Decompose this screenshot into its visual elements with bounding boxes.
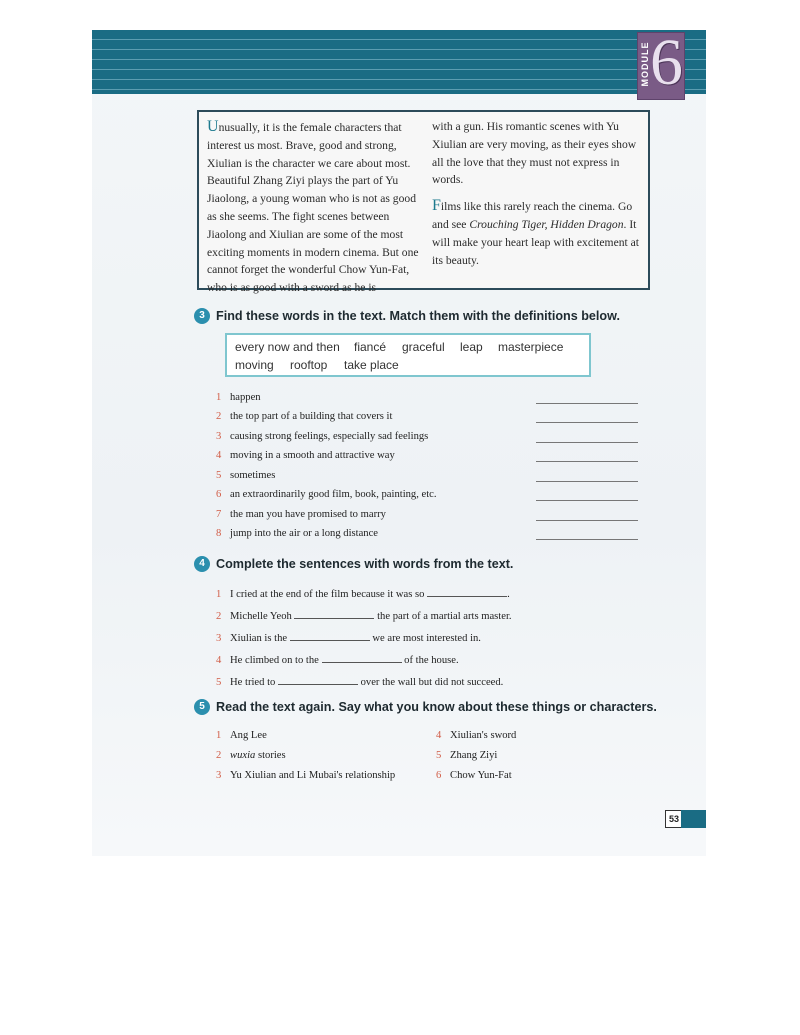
word-bank-item: take place xyxy=(344,358,399,372)
topic-item: 6 Chow Yun-Fat xyxy=(436,770,512,781)
answer-blank[interactable] xyxy=(536,539,638,540)
topic-item: 3 Yu Xiulian and Li Mubai's relationship xyxy=(216,770,396,781)
definition-row: 3 causing strong feelings, especially sad feelings xyxy=(216,431,429,442)
reading-column-right: with a gun. His romantic scenes with Yu Xiulian are very moving, as their eyes show all the love that they must not express in words. Films like this rarely reach the cinema. Go and see Crouching Tiger, Hidden Dragon. It will make your heart leap with excitement at its beauty. xyxy=(432,118,645,269)
exercise-instruction: Find these words in the text. Match them with the definitions below. xyxy=(216,309,620,323)
film-title: Crouching Tiger, Hidden Dragon xyxy=(469,217,624,231)
answer-blank[interactable] xyxy=(536,520,638,521)
exercise-instruction: Read the text again. Say what you know about these things or characters. xyxy=(216,700,657,714)
paragraph-text: nusually, it is the female characters that interest us most. Brave, good and strong, Xiulian is the character we care about most. Beautiful Zhang Ziyi plays the part of Yu Jiaolong, a young woman who is not as good as she seems. The fight scenes between Jiaolong and Xiulian are some of the most exciting moments in modern cinema. But one cannot forget the wonderful Chow Yun-Fat, who is as good with a sword as he is xyxy=(207,121,419,295)
word-bank-item: moving xyxy=(235,358,274,372)
reading-passage xyxy=(197,110,650,295)
exercise-number-badge: 4 xyxy=(194,556,210,572)
answer-blank[interactable] xyxy=(536,461,638,462)
answer-blank[interactable] xyxy=(536,422,638,423)
word-bank-item: leap xyxy=(460,340,483,354)
module-label: MODULE xyxy=(640,41,650,87)
sentence-row: 2 Michelle Yeoh the part of a martial arts master. xyxy=(216,611,512,622)
topic-item: 1 Ang Lee xyxy=(216,730,267,741)
sentence-row: 5 He tried to over the wall but did not succeed. xyxy=(216,677,504,688)
sentence-blank[interactable] xyxy=(427,587,507,597)
header-banner xyxy=(92,30,706,94)
sentence-blank[interactable] xyxy=(294,609,374,619)
definition-row: 8 jump into the air or a long distance xyxy=(216,528,378,539)
word-bank-item: fiancé xyxy=(354,340,387,354)
topic-item: 2 wuxia stories xyxy=(216,750,286,761)
definition-row: 6 an extraordinarily good film, book, painting, etc. xyxy=(216,489,437,500)
sentence-blank[interactable] xyxy=(290,631,370,641)
sentence-row: 3 Xiulian is the we are most interested in. xyxy=(216,633,481,644)
drop-cap: F xyxy=(432,197,441,215)
word-bank xyxy=(225,333,591,377)
reading-column-left xyxy=(207,118,420,297)
page-number-bar xyxy=(681,810,706,828)
answer-blank[interactable] xyxy=(536,403,638,404)
drop-cap: U xyxy=(207,118,219,135)
paragraph-text: with a gun. His romantic scenes with Yu Xiulian are very moving, as their eyes show all the love that they must not express in words. xyxy=(432,120,637,187)
definition-row: 1 happen xyxy=(216,392,261,403)
exercise-instruction: Complete the sentences with words from the text. xyxy=(216,557,514,571)
topic-item: 5 Zhang Ziyi xyxy=(436,750,498,761)
exercise-number-badge: 3 xyxy=(194,308,210,324)
sentence-row: 1 I cried at the end of the film because it was so . xyxy=(216,589,510,600)
sentence-blank[interactable] xyxy=(278,675,358,685)
definition-row: 5 sometimes xyxy=(216,470,276,481)
word-bank-item: masterpiece xyxy=(498,340,564,354)
definition-row: 7 the man you have promised to marry xyxy=(216,509,386,520)
module-number: 6 xyxy=(650,26,683,99)
sentence-row: 4 He climbed on to the of the house. xyxy=(216,655,459,666)
word-bank-item: graceful xyxy=(402,340,445,354)
exercise-number-badge: 5 xyxy=(194,699,210,715)
page-number: 53 xyxy=(665,810,683,828)
definition-row: 2 the top part of a building that covers it xyxy=(216,411,393,422)
word-bank-item: rooftop xyxy=(290,358,328,372)
answer-blank[interactable] xyxy=(536,500,638,501)
sentence-blank[interactable] xyxy=(322,653,402,663)
topic-item: 4 Xiulian's sword xyxy=(436,730,517,741)
answer-blank[interactable] xyxy=(536,442,638,443)
answer-blank[interactable] xyxy=(536,481,638,482)
definition-row: 4 moving in a smooth and attractive way xyxy=(216,450,395,461)
word-bank-item: every now and then xyxy=(235,340,340,354)
